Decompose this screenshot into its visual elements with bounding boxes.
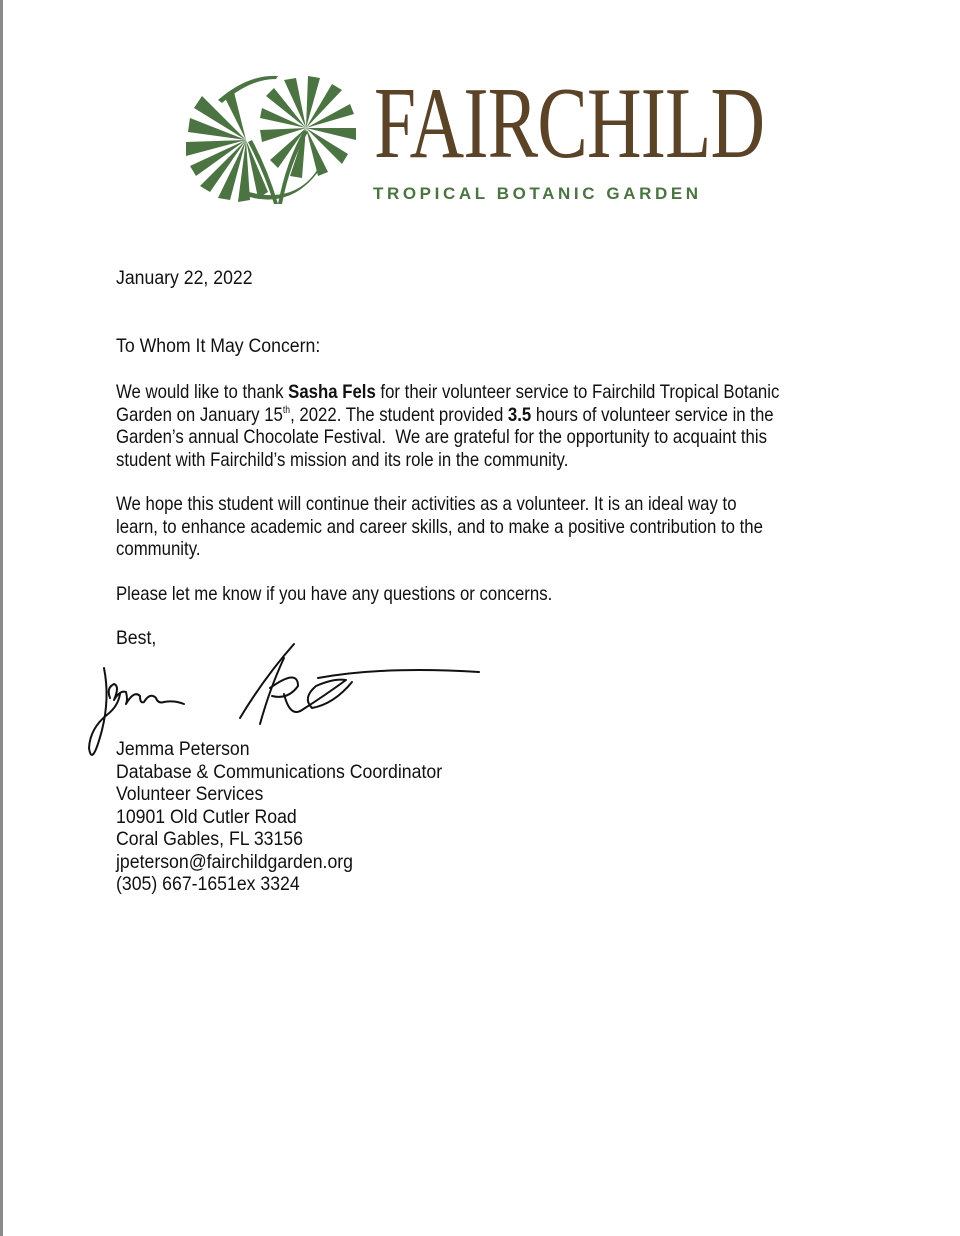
text: Garden on January 15 bbox=[116, 403, 283, 426]
paragraph-line: student with Fairchild’s mission and its role in the community. bbox=[116, 448, 569, 471]
signer-address-line1: 10901 Old Cutler Road bbox=[116, 806, 297, 828]
paragraph-questions: Please let me know if you have any questions or concerns. bbox=[116, 583, 553, 605]
text: for their volunteer service to Fairchild Tropical Botanic bbox=[375, 381, 780, 403]
signer-department: Volunteer Services bbox=[116, 784, 264, 805]
logo-wordmark: FAIRCHILD bbox=[374, 67, 765, 180]
volunteer-hours: 3.5 bbox=[507, 403, 532, 426]
ordinal-suffix: th bbox=[282, 404, 291, 416]
page-edge-bar bbox=[0, 0, 3, 1236]
paragraph-line: learn, to enhance academic and career skills, and to make a positive contribution to the bbox=[116, 515, 763, 538]
letter-date: January 22, 2022 bbox=[116, 268, 253, 289]
text: , 2022. The student provided bbox=[290, 403, 508, 426]
paragraph-line bbox=[116, 404, 779, 427]
paragraph-line: We hope this student will continue their activities as a volunteer. It is an ideal way to bbox=[116, 493, 737, 515]
letter-closing: Best, bbox=[116, 628, 157, 649]
signer-email: jpeterson@fairchildgarden.org bbox=[116, 851, 353, 873]
signer-title: Database & Communications Coordinator bbox=[116, 761, 443, 783]
signer-address-line2: Coral Gables, FL 33156 bbox=[116, 829, 303, 850]
signer-phone: (305) 667-1651ex 3324 bbox=[116, 874, 300, 895]
paragraph-hope bbox=[116, 493, 763, 561]
paragraph-line bbox=[116, 381, 779, 404]
volunteer-name: Sasha Fels bbox=[288, 381, 376, 403]
paragraph-line: community. bbox=[116, 538, 201, 560]
fairchild-logo bbox=[178, 67, 765, 212]
letter-salutation: To Whom It May Concern: bbox=[116, 336, 321, 357]
text: We would like to thank bbox=[116, 381, 289, 403]
palm-fronds-icon bbox=[178, 72, 363, 212]
text: hours of volunteer service in the bbox=[531, 403, 774, 426]
signer-name: Jemma Peterson bbox=[116, 739, 250, 760]
logo-tagline: TROPICAL BOTANIC GARDEN bbox=[373, 184, 702, 203]
paragraph-thanks bbox=[116, 381, 779, 471]
paragraph-line: Garden’s annual Chocolate Festival. We are grateful for the opportunity to acquaint this bbox=[116, 426, 767, 448]
signature-block bbox=[116, 739, 442, 897]
